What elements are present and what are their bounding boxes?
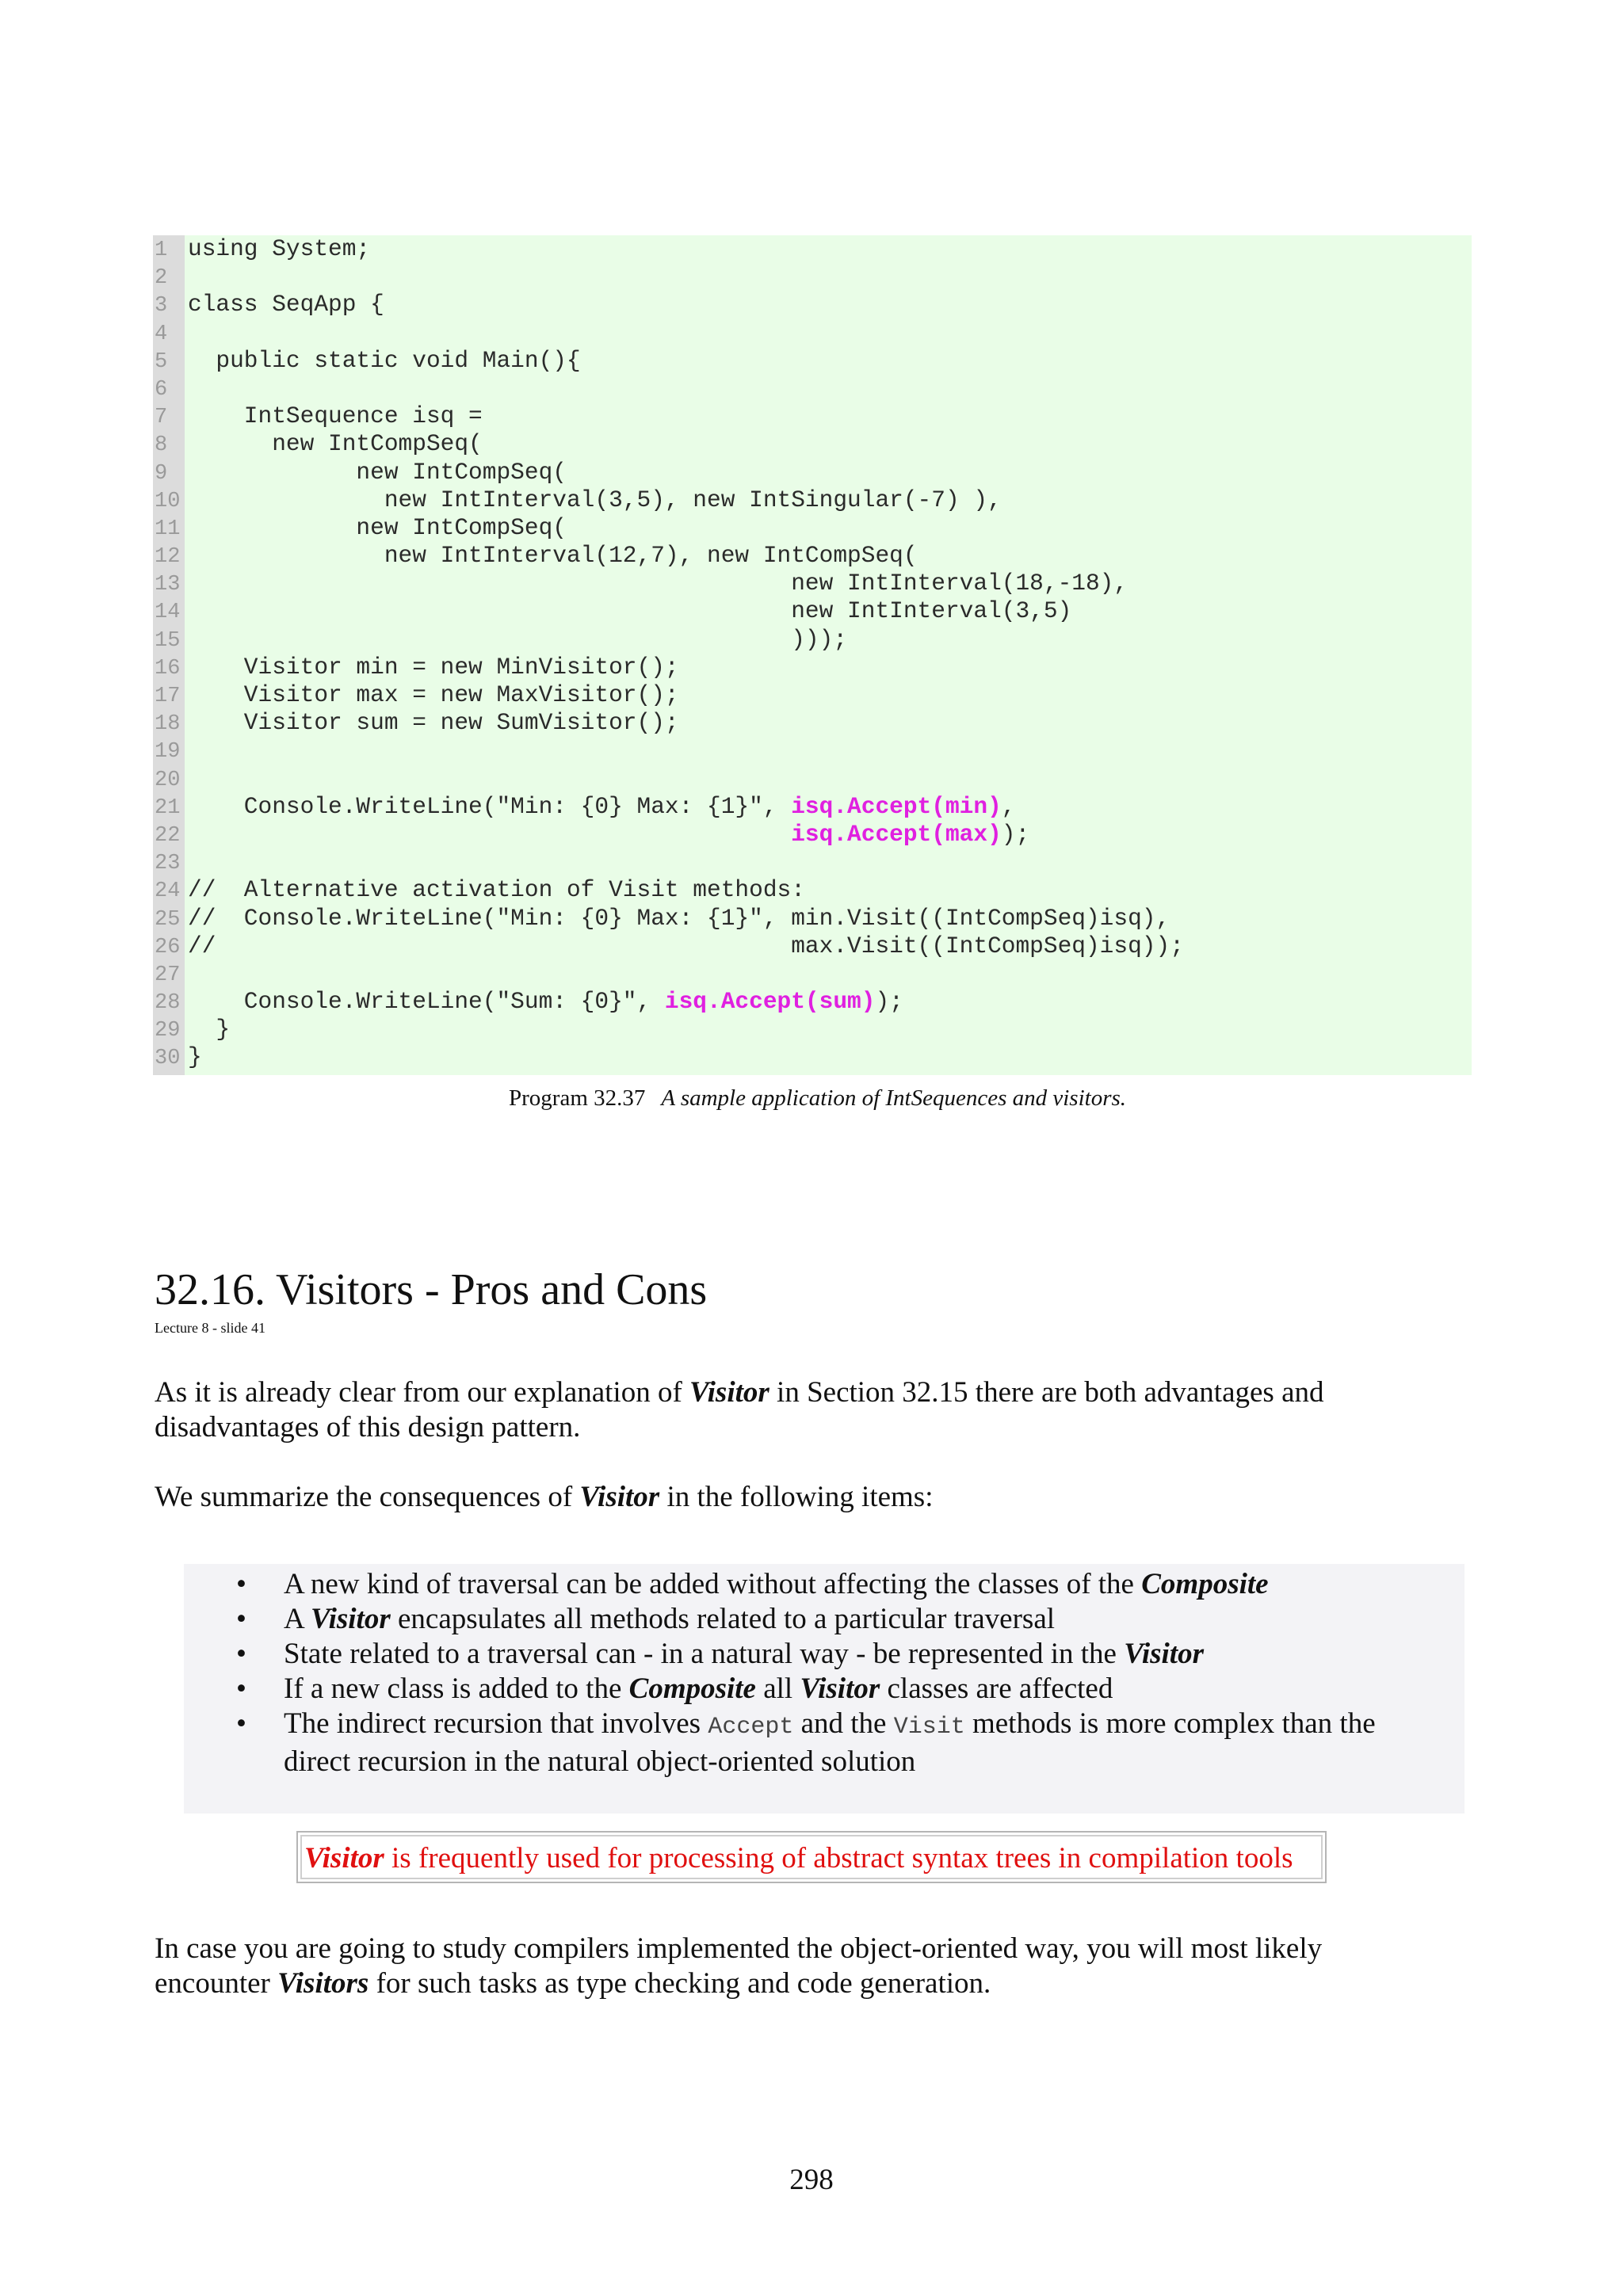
highlighted-call: isq.Accept(max): [791, 820, 1002, 848]
code-line: [153, 402, 1184, 430]
inline-code: Accept: [708, 1714, 794, 1741]
code-segment: Console.WriteLine("Sum: {0}",: [188, 988, 665, 1016]
code-segment: IntSequence isq =: [188, 402, 483, 430]
closing-paragraph: [155, 1932, 1438, 2001]
code-line: [153, 1016, 1184, 1043]
code-text: [185, 486, 1002, 513]
code-text: [185, 821, 1029, 848]
code-line: [153, 514, 1184, 542]
text-run: In case you are going to study compilers implemented the object-oriented way, you will most likely encounter: [155, 1932, 1323, 2000]
code-text: [185, 263, 188, 290]
code-lines: [153, 235, 1184, 1072]
code-text: [185, 375, 188, 402]
code-segment: );: [875, 988, 903, 1016]
line-number: 23: [155, 852, 181, 876]
caption-text: A sample application of IntSequences and visitors.: [661, 1085, 1127, 1111]
text-run: is frequently used for processing of abstract syntax trees in compilation tools: [384, 1842, 1293, 1875]
list-item: [230, 1672, 1434, 1707]
code-line: [153, 235, 1184, 263]
code-line: [153, 1043, 1184, 1071]
line-number: 18: [155, 712, 181, 737]
line-number: 26: [155, 935, 181, 959]
text-run: The indirect recursion that involves: [284, 1707, 708, 1740]
line-number: 25: [155, 907, 181, 932]
line-number: 27: [155, 963, 181, 987]
code-text: [185, 709, 679, 736]
list-item: [230, 1567, 1434, 1602]
code-line: [153, 486, 1184, 514]
line-number: 19: [155, 740, 181, 765]
emphasis-term: Visitor: [310, 1603, 391, 1635]
code-line: [153, 988, 1184, 1016]
line-number: 16: [155, 656, 181, 681]
code-line: [153, 876, 1184, 904]
emphasis-term: Visitors: [277, 1967, 369, 2000]
code-line: [153, 291, 1184, 318]
summary-paragraph: [155, 1480, 1438, 1515]
emphasis-term: Visitor: [304, 1842, 384, 1875]
list-item: [230, 1707, 1434, 1779]
text-run: A: [284, 1603, 311, 1635]
line-number: 7: [155, 406, 168, 430]
code-text: [185, 1016, 230, 1043]
emphasis-term: Visitor: [689, 1376, 769, 1409]
program-caption: [509, 1084, 1159, 1112]
caption-label: Program 32.37: [509, 1085, 646, 1111]
code-segment: // Alternative activation of Visit methods:: [188, 876, 805, 904]
list-item: [230, 1602, 1434, 1637]
code-segment: public static void Main(){: [188, 346, 581, 374]
text-run: all: [755, 1672, 800, 1705]
code-segment: new IntInterval(12,7), new IntCompSeq(: [188, 542, 918, 570]
code-text: [185, 626, 847, 653]
code-text: [185, 793, 1015, 820]
line-number: 10: [155, 489, 181, 513]
code-line: [153, 459, 1184, 486]
code-line: [153, 654, 1184, 681]
code-text: [185, 765, 188, 792]
text-run: methods is more complex than the direct recursion in the natural object-oriented solution: [284, 1707, 1376, 1778]
code-text: [185, 988, 903, 1015]
intro-paragraph: [155, 1375, 1438, 1445]
line-number: 29: [155, 1019, 181, 1043]
code-text: [185, 430, 483, 457]
consequences-list: [230, 1567, 1434, 1779]
code-line: [153, 597, 1184, 625]
code-line: [153, 933, 1184, 960]
line-number: 12: [155, 545, 181, 570]
text-run: in Section 32.15 there are both advantages and disadvantages of this design pattern.: [155, 1376, 1324, 1444]
code-text: [185, 514, 567, 541]
code-listing: [153, 235, 1472, 1075]
code-segment: new IntCompSeq(: [188, 430, 483, 458]
code-line: [153, 849, 1184, 876]
code-line: [153, 905, 1184, 933]
code-line: [153, 709, 1184, 737]
code-text: [185, 402, 483, 429]
code-text: [185, 597, 1071, 624]
line-number: 20: [155, 768, 181, 792]
inline-code: Visit: [893, 1714, 965, 1741]
code-segment: Console.WriteLine("Min: {0} Max: {1}",: [188, 792, 792, 820]
code-text: [185, 905, 1170, 932]
line-number: 5: [155, 349, 168, 374]
code-text: [185, 654, 679, 681]
code-segment: new IntInterval(3,5), new IntSingular(-7) ),: [188, 486, 1002, 513]
code-text: [185, 319, 188, 346]
line-number: 9: [155, 461, 168, 486]
page-number: 298: [789, 2164, 834, 2196]
code-line: [153, 263, 1184, 291]
code-segment: class SeqApp {: [188, 291, 384, 318]
code-segment: );: [1001, 820, 1030, 848]
code-text: [185, 235, 370, 262]
code-text: [185, 542, 918, 569]
code-line: [153, 681, 1184, 709]
line-number: 6: [155, 377, 168, 402]
code-line: [153, 765, 1184, 793]
code-text: [185, 681, 679, 708]
line-number: 14: [155, 601, 181, 625]
section-title: 32.16. Visitors - Pros and Cons: [155, 1265, 708, 1314]
line-number: 28: [155, 991, 181, 1016]
emphasis-term: Composite: [628, 1672, 756, 1705]
line-number: 2: [155, 266, 168, 291]
code-line: [153, 821, 1184, 849]
line-number: 17: [155, 685, 181, 708]
code-text: [185, 1043, 202, 1070]
code-segment: [188, 821, 791, 848]
code-segment: }: [188, 1016, 231, 1043]
code-text: [185, 347, 581, 374]
line-number: 4: [155, 322, 168, 346]
line-number: 15: [155, 628, 181, 653]
code-segment: // Console.WriteLine("Min: {0} Max: {1}", min.Visit((IntCompSeq)isq),: [188, 904, 1170, 932]
code-text: [185, 291, 384, 318]
highlighted-call: isq.Accept(sum): [664, 988, 876, 1016]
code-segment: ,: [1001, 792, 1016, 820]
code-segment: Visitor min = new MinVisitor();: [188, 653, 679, 681]
line-number: 24: [155, 879, 181, 904]
slide-reference: Lecture 8 - slide 41: [155, 1320, 265, 1336]
text-run: We summarize the consequences of: [155, 1481, 580, 1513]
code-text: [185, 459, 567, 486]
code-line: [153, 375, 1184, 402]
code-line: [153, 347, 1184, 375]
code-line: [153, 430, 1184, 458]
text-run: and the: [793, 1707, 894, 1740]
note-text: [304, 1841, 1327, 1876]
line-number: 8: [155, 433, 168, 458]
code-segment: Visitor sum = new SumVisitor();: [188, 709, 679, 737]
code-segment: new IntCompSeq(: [188, 513, 567, 541]
text-run: for such tasks as type checking and code generation.: [369, 1967, 991, 2000]
line-number: 1: [155, 238, 168, 262]
code-text: [185, 570, 1128, 597]
emphasis-term: Visitor: [1124, 1638, 1204, 1670]
line-number: 13: [155, 573, 181, 597]
code-line: [153, 319, 1184, 347]
code-segment: new IntCompSeq(: [188, 458, 567, 486]
text-run: If a new class is added to the: [284, 1672, 629, 1705]
text-run: in the following items:: [659, 1481, 934, 1513]
line-number: 22: [155, 823, 181, 848]
code-line: [153, 570, 1184, 597]
code-segment: }: [188, 1043, 202, 1071]
code-line: [153, 737, 1184, 765]
text-run: State related to a traversal can - in a natural way - be represented in the: [284, 1638, 1125, 1670]
line-number: 3: [155, 294, 168, 318]
list-item: [230, 1637, 1434, 1672]
code-text: [185, 960, 188, 987]
code-text: [185, 876, 805, 903]
emphasis-term: Visitor: [579, 1481, 660, 1513]
text-run: As it is already clear from our explanation of: [155, 1376, 690, 1409]
code-segment: )));: [188, 625, 848, 653]
code-segment: using System;: [188, 235, 371, 262]
code-line: [153, 793, 1184, 821]
line-number: 30: [155, 1047, 181, 1071]
text-run: encapsulates all methods related to a particular traversal: [390, 1603, 1056, 1635]
line-number: 11: [155, 517, 181, 541]
code-line: [153, 960, 1184, 988]
code-segment: // max.Visit((IntCompSeq)isq));: [188, 932, 1184, 959]
code-text: [185, 933, 1184, 959]
highlighted-call: isq.Accept(min): [791, 792, 1002, 820]
text-run: A new kind of traversal can be added without affecting the classes of the: [284, 1568, 1142, 1600]
code-segment: new IntInterval(18,-18),: [188, 570, 1128, 597]
emphasis-term: Composite: [1141, 1568, 1269, 1600]
text-run: classes are affected: [880, 1672, 1113, 1705]
code-segment: new IntInterval(3,5): [188, 597, 1072, 625]
line-number: 21: [155, 795, 181, 820]
code-segment: Visitor max = new MaxVisitor();: [188, 681, 679, 708]
code-line: [153, 626, 1184, 654]
code-text: [185, 737, 188, 764]
code-text: [185, 849, 188, 875]
emphasis-term: Visitor: [800, 1672, 880, 1705]
code-line: [153, 542, 1184, 570]
